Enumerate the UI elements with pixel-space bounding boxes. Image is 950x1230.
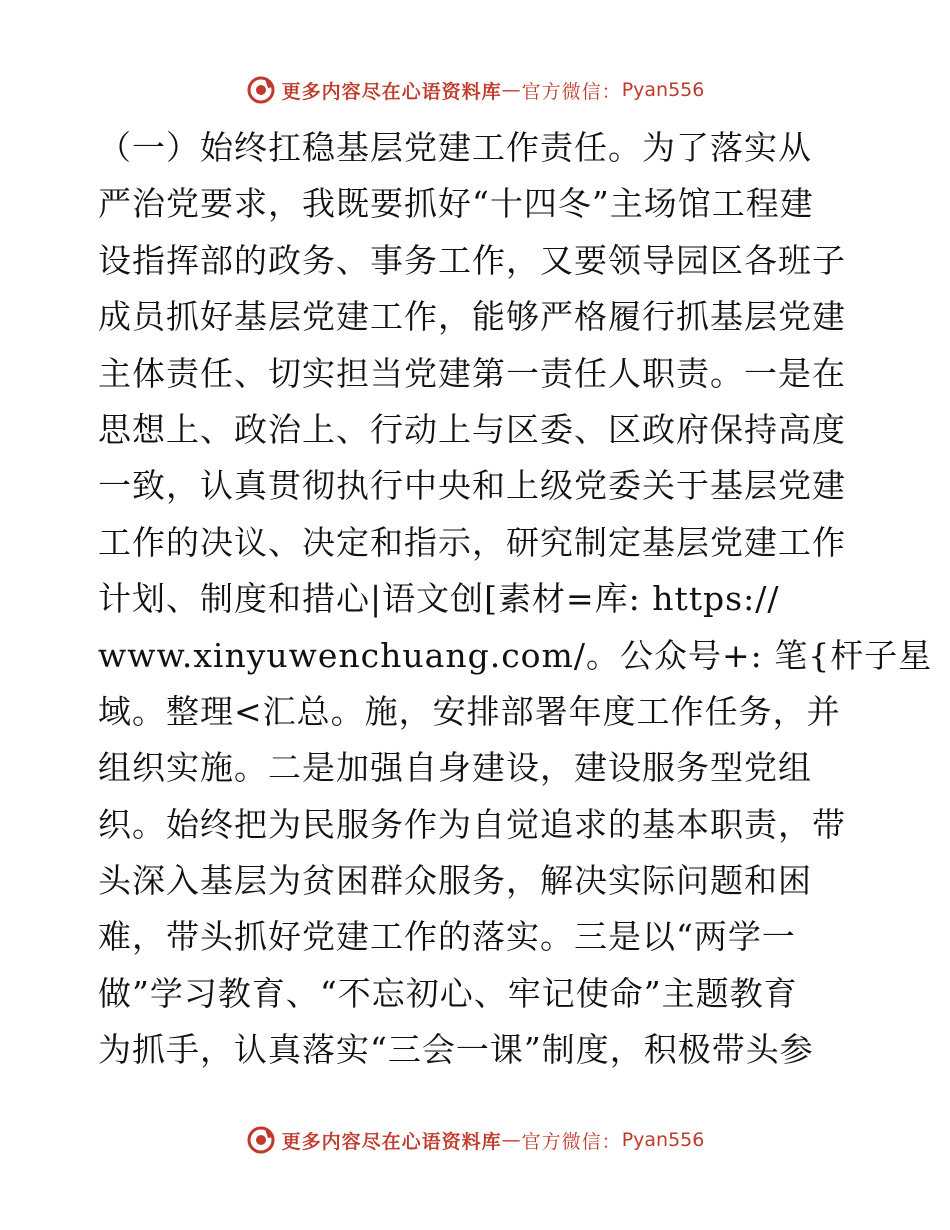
text-line: 设指挥部的政务、事务工作，又要领导园区各班子	[98, 240, 846, 280]
logo-icon	[246, 75, 276, 105]
text-line: 工作的决议、决定和指示，研究制定基层党建工作	[98, 522, 846, 562]
banner-official-label: 官方微信：	[521, 1130, 622, 1153]
header-banner	[0, 72, 950, 108]
text-line: 严治党要求，我既要抓好“十四冬”主场馆工程建	[98, 184, 814, 224]
text-line: 组织实施。二是加强自身建设，建设服务型党组	[98, 748, 812, 788]
footer-banner	[0, 1122, 950, 1158]
text-line: www.xinyuwenchuang.com/。公众号+: 笔{杆子星	[98, 635, 933, 675]
text-line: 思想上、政治上、行动上与区委、区政府保持高度	[98, 409, 846, 449]
text-line: （一）始终扛稳基层党建工作责任。为了落实从	[98, 128, 812, 167]
banner-title: 更多内容尽在心语资料库	[281, 80, 502, 103]
banner-dash: —	[501, 79, 522, 101]
text-line: 一致，认真贯彻执行中央和上级党委关于基层党建	[98, 466, 846, 506]
banner-title: 更多内容尽在心语资料库	[281, 1130, 502, 1153]
banner-wechat-id: Pyan556	[621, 1129, 705, 1151]
text-line: 为抓手，认真落实“三会一课”制度，积极带头参	[98, 1030, 814, 1070]
text-line: 难，带头抓好党建工作的落实。三是以“两学一	[98, 917, 796, 957]
banner-wechat-id: Pyan556	[621, 79, 705, 101]
text-line: 头深入基层为贫困群众服务，解决实际问题和困	[98, 861, 812, 901]
text-line: 织。始终把为民服务作为自觉追求的基本职责，带	[98, 804, 846, 844]
text-line: 成员抓好基层党建工作，能够严格履行抓基层党建	[98, 297, 846, 337]
text-line: 域。整理<汇总。施，安排部署年度工作任务，并	[98, 691, 841, 731]
text-line: 做”学习教育、“不忘初心、牢记使命”主题教育	[98, 973, 798, 1013]
logo-icon	[246, 1125, 276, 1155]
banner-dash: —	[501, 1129, 522, 1151]
banner-official-label: 官方微信：	[521, 80, 622, 103]
text-line: 计划、制度和措心|语文创[素材=库: https://	[98, 579, 780, 619]
text-line: 主体责任、切实担当党建第一责任人职责。一是在	[98, 353, 846, 393]
document-body	[98, 120, 933, 1079]
